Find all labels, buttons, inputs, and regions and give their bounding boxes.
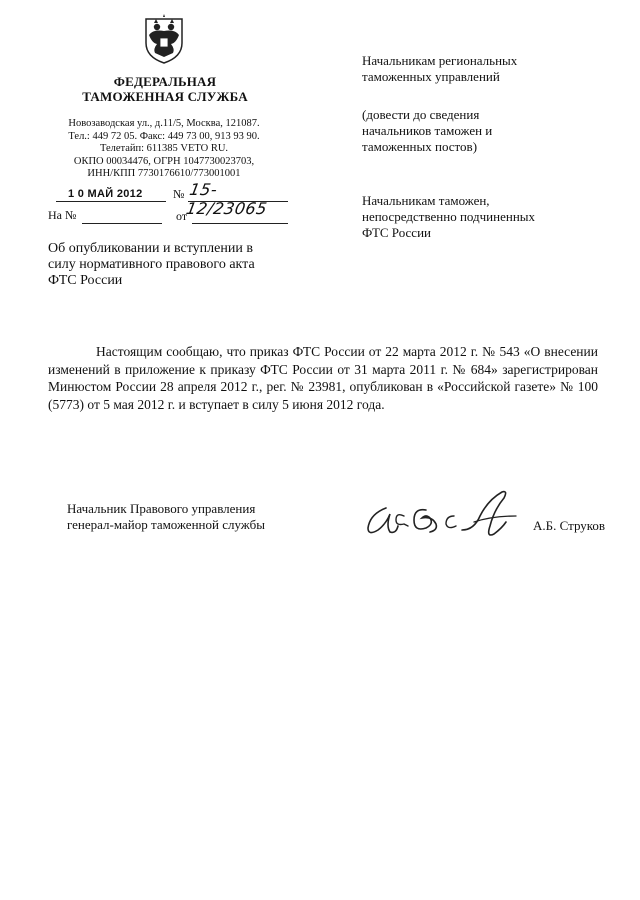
org-name-line-2: ТАМОЖЕННАЯ СЛУЖБА [82, 89, 248, 104]
addressee-line: Начальникам региональных [362, 53, 518, 68]
registration-date-stamp: 1 0 МАЙ 2012 [68, 188, 143, 200]
addressee-block-2 [362, 107, 612, 155]
signatory-title [67, 501, 357, 533]
signatory-rank: генерал-майор таможенной службы [67, 517, 265, 532]
russian-emblem-icon [141, 13, 187, 65]
addressee-line: непосредственно подчиненных [362, 209, 536, 224]
signatory-position: Начальник Правового управления [67, 501, 256, 516]
contact-okpo-ogrn: ОКПО 00034476, ОГРН 1047730023703, [73, 155, 255, 167]
reference-date-label: от [176, 209, 188, 223]
handwritten-signature-icon [356, 486, 526, 546]
letter-body: Настоящим сообщаю, что приказ ФТС России от 22 марта 2012 г. № 543 «О внесении изменений в приложение к приказу ФТС России от 31 марта 2011 г. № 684» зарегистрирован Минюстом России 28 апреля 2012 г., рег. № 23981, опубликован в «Российской газете» № 100 (5773) от 5 мая 2012 г. и вступает в силу 5 июня 2012 года. [48, 344, 598, 412]
date-underline [56, 201, 166, 202]
addressee-line: ФТС России [362, 225, 431, 240]
contact-inn-kpp: ИНН/КПП 7730176610/773001001 [87, 168, 241, 179]
addressee-line: Начальникам таможен, [362, 193, 490, 208]
reference-number-label: На № [48, 208, 77, 222]
subject-line: Об опубликовании и вступлении в [48, 241, 253, 256]
contact-teletype: Телетайп: 611385 VETO RU. [99, 143, 229, 154]
reference-number-line [82, 223, 162, 224]
subject-line: силу нормативного правового акта [48, 257, 255, 272]
contact-phone: Тел.: 449 72 05. Факс: 449 73 00, 913 93 90. [68, 130, 260, 142]
reference-row [48, 208, 288, 228]
addressee-block-3 [362, 193, 612, 241]
addressee-block-1 [362, 53, 612, 85]
subject-line: ФТС России [48, 273, 123, 288]
sender-contacts [48, 118, 280, 181]
number-underline [188, 201, 288, 202]
addressee-line: таможенных управлений [362, 69, 500, 84]
signer-name: А.Б. Струков [533, 518, 606, 533]
letter-subject [48, 241, 298, 289]
contact-address: Новозаводская ул., д.11/5, Москва, 121087. [68, 118, 260, 129]
registration-number-handwritten: 15-12/23065 [184, 180, 269, 218]
number-label: № [173, 187, 185, 201]
addressee-line: таможенных постов) [362, 139, 478, 154]
sender-organization [60, 74, 270, 104]
addressee-line: (довести до сведения [362, 107, 480, 122]
addressee-line: начальников таможен и [362, 123, 493, 138]
reference-date-line [192, 223, 288, 224]
org-name-line-1: ФЕДЕРАЛЬНАЯ [113, 74, 217, 89]
